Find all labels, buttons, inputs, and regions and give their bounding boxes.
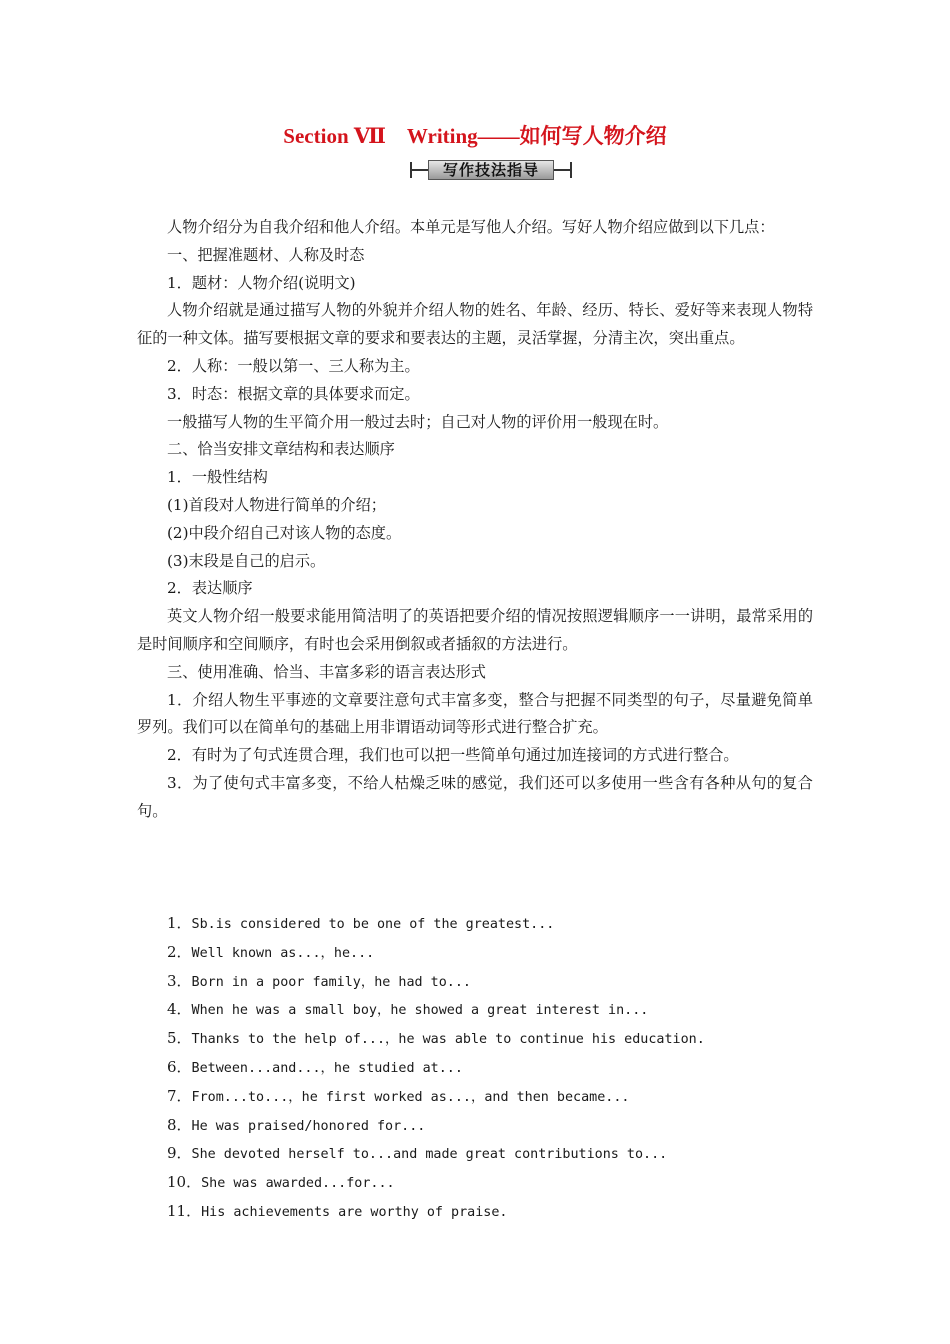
list-item: [167, 968, 847, 997]
phrase-list: [167, 910, 847, 1227]
point-2-1-b: (2)中段介绍自己对该人物的态度。: [167, 523, 402, 542]
intro-paragraph: 人物介绍分为自我介绍和他人介绍。本单元是写他人介绍。写好人物介绍应做到以下几点：: [167, 218, 775, 236]
item-number: 2．: [167, 942, 192, 961]
item-number: 4．: [167, 1000, 192, 1019]
list-item: [167, 1083, 847, 1112]
heading-1: 一、把握准题材、人称及时态: [167, 245, 365, 264]
item-text: His achievements are worthy of praise.: [201, 1204, 508, 1220]
item-number: 9．: [167, 1144, 192, 1163]
item-text: She devoted herself to...and made great contributions to...: [191, 1147, 668, 1163]
point-2-1: 1．一般性结构: [167, 468, 268, 487]
point-2-2: 2．表达顺序: [167, 579, 253, 598]
point-1-1: 1．题材：人物介绍(说明文): [167, 273, 356, 292]
item-text: Well known as...，he...: [191, 945, 375, 961]
point-1-1-detail: 人物介绍就是通过描写人物的外貌并介绍人物的姓名、年龄、经历、特长、爱好等来表现人物特征的一种文体。描写要根据文章的要求和要表达的主题，灵活掌握，分清主次，突出重点。: [137, 301, 813, 348]
list-item: [167, 1025, 847, 1054]
item-text: Born in a poor family，he had to...: [191, 974, 471, 990]
point-2-1-c: (3)末段是自己的启示。: [167, 551, 326, 570]
list-item: [167, 910, 847, 939]
point-1-3: 3．时态：根据文章的具体要求而定。: [167, 384, 420, 403]
item-text: Thanks to the help of...，he was able to continue his education.: [191, 1032, 705, 1048]
list-item: [167, 1198, 847, 1227]
item-text: From...to...，he first worked as...，and then became...: [191, 1089, 630, 1105]
banner-left-cap: [410, 162, 412, 178]
item-number: 7．: [167, 1086, 192, 1105]
point-3-3: 3．为了使句式丰富多变，不给人枯燥乏味的感觉，我们还可以多使用一些含有各种从句的复合句。: [137, 773, 813, 820]
item-number: 11．: [167, 1201, 202, 1220]
section-banner: [410, 160, 572, 180]
point-1-3-detail: 一般描写人物的生平简介用一般过去时；自己对人物的评价用一般现在时。: [167, 412, 669, 431]
item-text: Sb.is considered to be one of the greatest...: [191, 917, 555, 932]
guide-body: [137, 214, 813, 826]
item-text: Between...and...，he studied at...: [191, 1060, 463, 1076]
point-2-1-a: (1)首段对人物进行简单的介绍；: [167, 495, 386, 514]
list-item: [167, 1112, 847, 1141]
list-item: [167, 1169, 847, 1198]
banner-label: 写作技法指导: [428, 160, 554, 180]
heading-2: 二、恰当安排文章结构和表达顺序: [167, 440, 395, 459]
point-3-2: 2．有时为了句式连贯合理，我们也可以把一些简单句通过加连接词的方式进行整合。: [167, 746, 739, 765]
item-number: 5．: [167, 1029, 192, 1048]
item-number: 10．: [167, 1173, 202, 1192]
banner-right-cap: [570, 162, 572, 178]
item-number: 3．: [167, 971, 192, 990]
heading-3: 三、使用准确、恰当、丰富多彩的语言表达形式: [167, 662, 486, 681]
point-3-1: 1．介绍人物生平事迹的文章要注意句式丰富多变，整合与把握不同类型的句子，尽量避免简单罗列。我们可以在简单句的基础上用非谓语动词等形式进行整合扩充。: [137, 690, 813, 737]
list-item: [167, 939, 847, 968]
list-item: [167, 1054, 847, 1083]
list-item: [167, 996, 847, 1025]
point-1-2: 2．人称：一般以第一、三人称为主。: [167, 356, 420, 375]
item-number: 6．: [167, 1057, 192, 1076]
item-number: 8．: [167, 1115, 192, 1134]
item-text: He was praised/honored for...: [191, 1118, 426, 1134]
item-text: She was awarded...for...: [201, 1176, 395, 1192]
point-2-2-detail: 英文人物介绍一般要求能用简洁明了的英语把要介绍的情况按照逻辑顺序一一讲明，最常采用的是时间顺序和空间顺序，有时也会采用倒叙或者插叙的方法进行。: [137, 607, 813, 653]
list-item: [167, 1140, 847, 1169]
page-title: Section Ⅶ Writing——如何写人物介绍: [283, 124, 667, 148]
item-number: 1．: [167, 914, 192, 932]
item-text: When he was a small boy，he showed a great interest in...: [191, 1003, 649, 1019]
